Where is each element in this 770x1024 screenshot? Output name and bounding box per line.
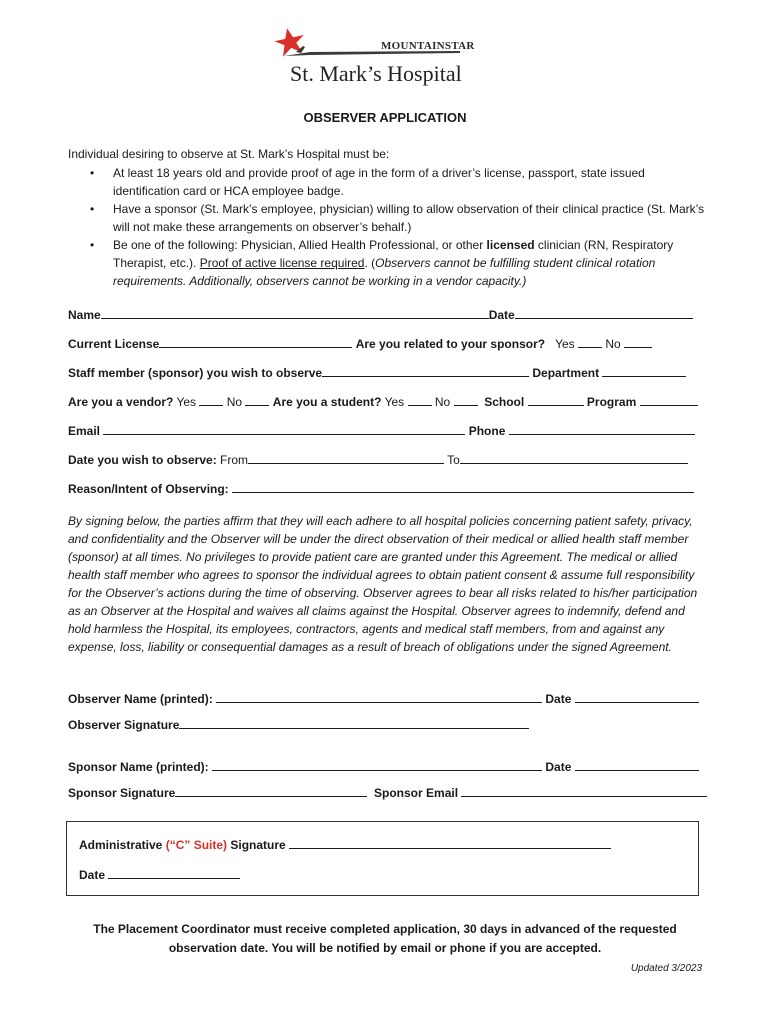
vendor-yes-label: Yes <box>176 395 197 409</box>
agreement-text: By signing below, the parties affirm that they will each adhere to all hospital policies concerning patient safety, privacy, and confidentiality and the Observer will be under the direct observation of their medical or allied health staff member (sponsor) at all times. No privileges to provide patient care are granted under this Agreement. The medical or allied health staff member who agrees to sponsor the individual agrees to obtain patient consent & assume full responsibility for the Observer’s actions during the time of observing. Observer agrees to bear all risks related to his/her participation as an Observer at the Hospital and waives all claims against the Hospital. Observer agrees to indemnify, defend and hold harmless the Hospital, its employees, contractors, agents and medical staff members, from and against any expense, loss, liability or consequential damages as a result of breach of obligations under the signed Agreement. <box>68 514 698 654</box>
hospital-logo <box>270 26 475 90</box>
date-label: Date <box>488 308 515 322</box>
observer-date-field[interactable] <box>575 690 699 703</box>
admin-date-field[interactable] <box>108 866 240 879</box>
updated-date: Updated 3/2023 <box>630 963 702 974</box>
observer-date-label: Date <box>545 692 572 706</box>
license-required-text: Proof of active license required <box>199 256 365 270</box>
related-no-label: No <box>605 337 621 351</box>
current-license-field[interactable] <box>159 335 352 348</box>
to-label: To <box>447 453 460 467</box>
to-date-field[interactable] <box>460 451 688 464</box>
vendor-no-label: No <box>226 395 243 409</box>
sponsor-name-row <box>68 758 708 774</box>
vendor-yes-field[interactable] <box>199 393 223 406</box>
requirements-list <box>68 164 708 290</box>
staff-member-label: Staff member (sponsor) you wish to observe <box>68 366 323 380</box>
staff-member-field[interactable] <box>322 364 529 377</box>
observer-signature-field[interactable] <box>179 716 529 729</box>
email-field[interactable] <box>103 422 465 435</box>
department-label: Department <box>532 366 600 380</box>
notice-line-2: observation date. You will be notified by email or phone if you are accepted. <box>168 941 602 955</box>
name-label: Name <box>68 308 101 322</box>
admin-signature-row <box>79 836 719 852</box>
bullet-icon: • <box>90 202 95 216</box>
student-yes-label: Yes <box>384 395 405 409</box>
bullet-icon: • <box>90 166 95 180</box>
reason-label: Reason/Intent of Observing: <box>68 482 229 496</box>
requirement-note: Observers cannot be fulfilling student clinical rotation requirements. Additionally, observers cannot be working in a vendor capacity.) <box>113 256 656 288</box>
program-label: Program <box>586 395 637 409</box>
reason-row <box>68 480 708 496</box>
placement-notice <box>0 920 770 958</box>
current-license-label: Current License <box>68 337 160 351</box>
admin-date-row <box>79 866 719 882</box>
school-field[interactable] <box>528 393 584 406</box>
hospital-name: St. Mark’s Hospital <box>290 61 462 86</box>
admin-signature-label: Signature <box>227 838 286 852</box>
requirement-text: clinician (RN, Respiratory Therapist, etc.). <box>113 238 674 270</box>
related-question-label: Are you related to your sponsor? <box>355 337 546 351</box>
email-row <box>68 422 708 438</box>
page-title: OBSERVER APPLICATION <box>303 110 467 125</box>
sponsor-signature-label: Sponsor Signature <box>68 786 176 800</box>
program-field[interactable] <box>640 393 698 406</box>
reason-field[interactable] <box>232 480 694 493</box>
sponsor-date-field[interactable] <box>575 758 699 771</box>
related-no-field[interactable] <box>624 335 652 348</box>
email-label: Email <box>68 424 101 438</box>
from-label: From <box>220 453 249 467</box>
requirement-text: Have a sponsor (St. Mark’s employee, physician) willing to allow observation of their clinical practice (St. Mark’s will not make these arrangements on observer’s behalf.) <box>113 202 705 234</box>
phone-field[interactable] <box>509 422 695 435</box>
school-label: School <box>484 395 525 409</box>
student-yes-field[interactable] <box>408 393 432 406</box>
name-field[interactable] <box>101 306 489 319</box>
sponsor-email-field[interactable] <box>461 784 707 797</box>
admin-signature-box <box>66 821 699 896</box>
requirement-bold: licensed <box>486 238 535 252</box>
observer-signature-label: Observer Signature <box>68 718 180 732</box>
sponsor-name-label: Sponsor Name (printed): <box>68 760 209 774</box>
list-item <box>68 164 708 200</box>
student-question-label: Are you a student? <box>272 395 382 409</box>
sponsor-signature-row <box>68 784 708 800</box>
related-yes-label: Yes <box>555 337 575 351</box>
student-no-field[interactable] <box>454 393 478 406</box>
observer-name-row <box>68 690 708 706</box>
admin-signature-field[interactable] <box>289 836 611 849</box>
date-field[interactable] <box>515 306 693 319</box>
list-item <box>68 200 708 236</box>
student-no-label: No <box>434 395 451 409</box>
list-item <box>68 236 708 290</box>
vendor-no-field[interactable] <box>245 393 269 406</box>
observer-signature-row <box>68 716 708 732</box>
sponsor-signature-field[interactable] <box>175 784 367 797</box>
department-field[interactable] <box>602 364 686 377</box>
date-observe-label: Date you wish to observe: <box>68 453 217 467</box>
observer-name-label: Observer Name (printed): <box>68 692 213 706</box>
sponsor-email-label: Sponsor Email <box>374 786 459 800</box>
phone-label: Phone <box>468 424 506 438</box>
intro-text: Individual desiring to observe at St. Mark’s Hospital must be: <box>68 147 390 161</box>
admin-date-label: Date <box>79 868 106 882</box>
observe-date-row <box>68 451 708 467</box>
vendor-student-row <box>68 393 708 409</box>
requirement-text: At least 18 years old and provide proof of age in the form of a driver’s license, passport, state issued identification card or HCA employee badge. <box>113 166 645 198</box>
bullet-icon: • <box>90 238 95 252</box>
license-row <box>68 335 708 351</box>
staff-row <box>68 364 708 380</box>
brand-name: MOUNTAINSTAR <box>381 40 475 52</box>
requirement-text: . ( <box>364 256 376 270</box>
requirement-text: Be one of the following: Physician, Allied Health Professional, or other <box>113 238 487 252</box>
c-suite-label: (“C” Suite) <box>165 838 228 852</box>
notice-line-1: The Placement Coordinator must receive completed application, 30 days in advanced of the requested <box>93 922 677 936</box>
name-row <box>68 306 708 322</box>
sponsor-date-label: Date <box>545 760 572 774</box>
admin-label: Administrative <box>79 838 166 852</box>
observer-name-field[interactable] <box>216 690 542 703</box>
vendor-question-label: Are you a vendor? <box>68 395 174 409</box>
related-yes-field[interactable] <box>578 335 602 348</box>
sponsor-name-field[interactable] <box>212 758 542 771</box>
from-date-field[interactable] <box>248 451 444 464</box>
